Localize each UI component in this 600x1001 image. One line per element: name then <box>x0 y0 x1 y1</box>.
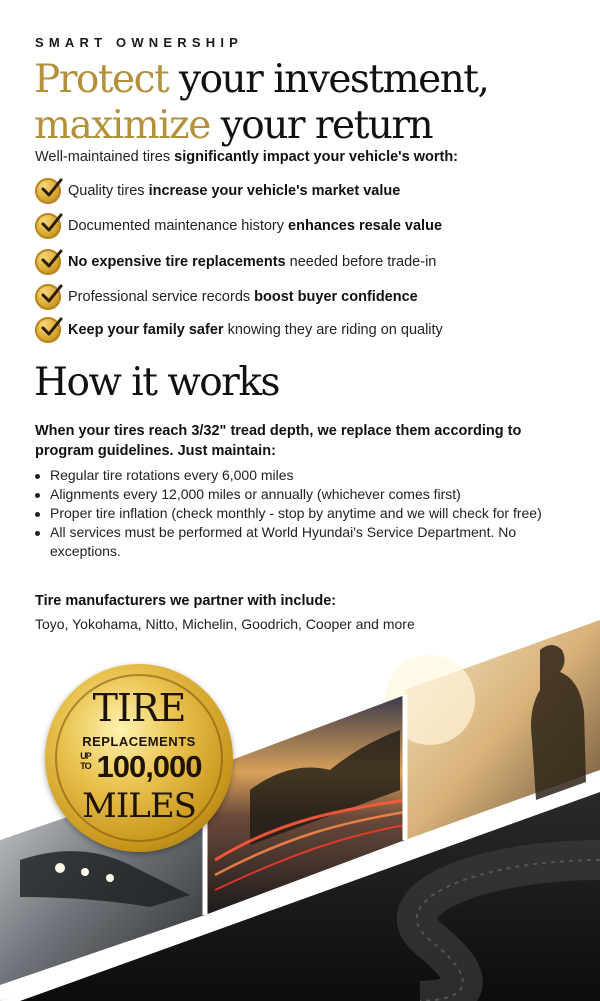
badge-mileage <box>45 749 233 785</box>
how-it-works-intro: When your tires reach 3/32" tread depth, we replace them according to program guidelines. Just maintain: <box>35 423 522 459</box>
list-item: Regular tire rotations every 6,000 miles <box>35 466 575 485</box>
manufacturers-heading: Tire manufacturers we partner with include: <box>35 593 337 609</box>
benefit-text: Professional service records boost buyer confidence <box>68 289 418 305</box>
list-item: Proper tire inflation (check monthly - stop by anytime and we will check for free) <box>35 504 575 523</box>
headline-rest-2: your return <box>209 103 433 148</box>
intro-plain: Well-maintained tires <box>35 149 175 165</box>
badge-miles: MILES <box>82 786 196 826</box>
badge-number: 100,000 <box>96 749 202 784</box>
benefit-text: Quality tires increase your vehicle's market value <box>68 183 401 199</box>
badge-upto: UP TO <box>80 751 91 771</box>
manufacturers-list: Toyo, Yokohama, Nitto, Michelin, Goodrich, Cooper and more <box>35 616 415 632</box>
intro-bold: significantly impact your vehicle's worth: <box>174 149 459 165</box>
how-it-works-heading: How it works <box>34 360 279 405</box>
headline-gold-word-2: maximize <box>34 103 210 148</box>
badge-subtitle: REPLACEMENTS <box>82 734 196 749</box>
headlight-led-1 <box>55 863 65 873</box>
eyebrow-label: SMART OWNERSHIP <box>35 35 243 50</box>
tire-replacement-badge <box>45 664 233 852</box>
headline-rest-1: your investment, <box>168 57 489 102</box>
benefit-text: Keep your family safer knowing they are riding on quality <box>68 322 443 338</box>
list-item: All services must be performed at World Hyundai's Service Department. No exceptions. <box>35 523 575 561</box>
list-item: Alignments every 12,000 miles or annually (whichever comes first) <box>35 485 575 504</box>
headlight-led-3 <box>106 874 114 882</box>
badge-title: TIRE <box>92 686 186 730</box>
headlight-led-2 <box>81 868 89 876</box>
benefit-text: No expensive tire replacements needed before trade-in <box>68 254 437 270</box>
benefit-text: Documented maintenance history enhances resale value <box>68 218 443 234</box>
headline-gold-word-1: Protect <box>34 57 169 102</box>
